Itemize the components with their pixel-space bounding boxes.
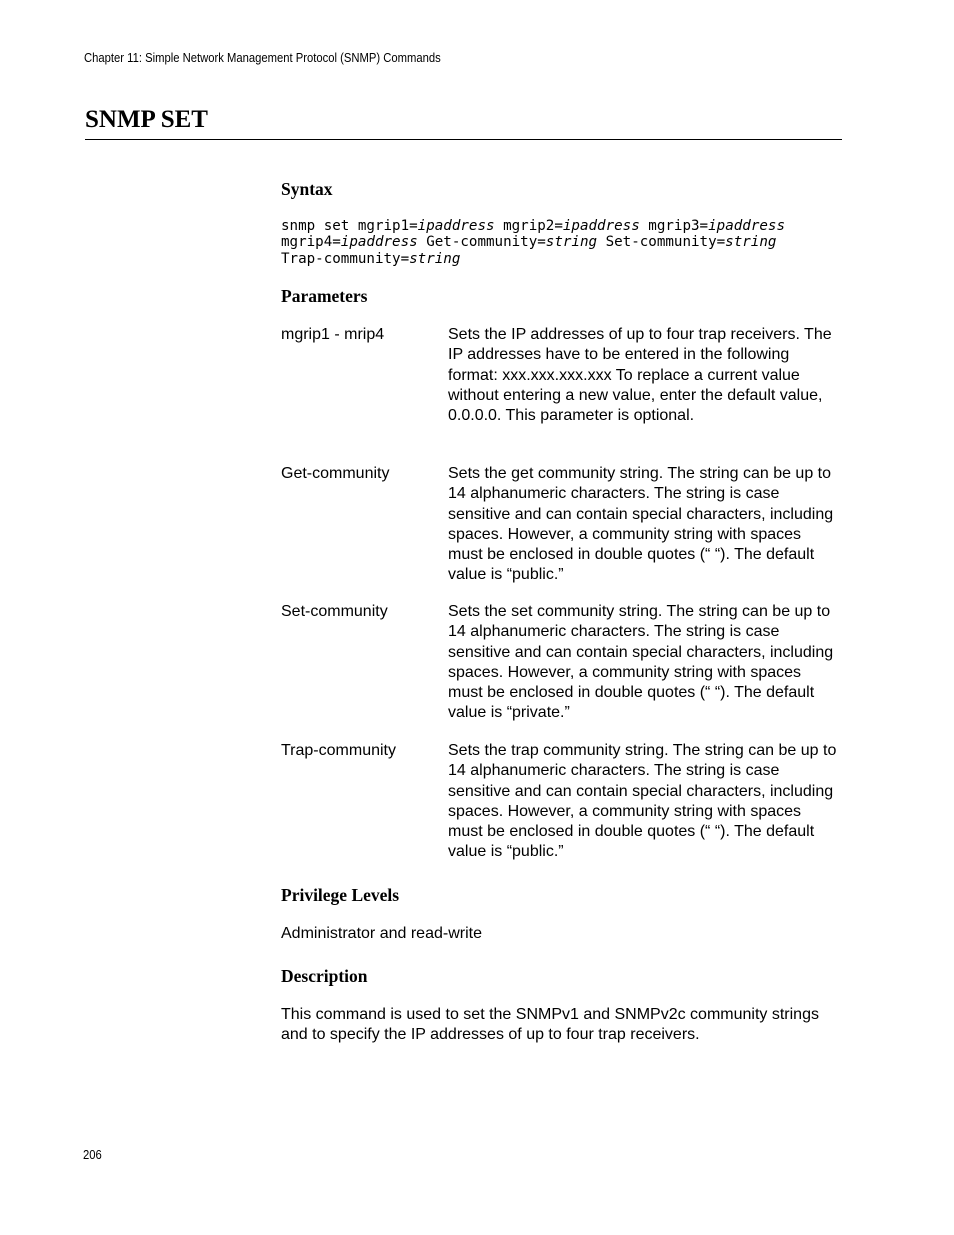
syntax-literal: Trap-community= bbox=[281, 250, 410, 267]
syntax-placeholder: ipaddress bbox=[562, 218, 640, 234]
syntax-placeholder: string bbox=[409, 250, 461, 267]
description-heading: Description bbox=[281, 966, 368, 986]
running-header: Chapter 11: Simple Network Management Protocol (SNMP) Commands bbox=[84, 51, 441, 65]
param-name: mgrip1 - mrip4 bbox=[281, 326, 385, 343]
syntax-placeholder: ipaddress bbox=[708, 218, 785, 234]
privilege-levels-heading: Privilege Levels bbox=[281, 885, 400, 905]
syntax-heading: Syntax bbox=[281, 179, 333, 199]
param-name: Set-community bbox=[281, 603, 388, 620]
description-text: This command is used to set the SNMPv1 and SNMPv2c community strings and to specify the IP addresses of up to four trap receivers. bbox=[281, 1006, 819, 1044]
syntax-line bbox=[281, 234, 785, 250]
page-title: SNMP SET bbox=[85, 106, 208, 133]
title-rule bbox=[85, 139, 842, 140]
syntax-line bbox=[281, 251, 785, 267]
syntax-placeholder: ipaddress bbox=[417, 218, 495, 234]
syntax-placeholder: string bbox=[545, 234, 598, 251]
syntax-line bbox=[281, 218, 785, 234]
syntax-literal: Get-community= bbox=[417, 234, 546, 251]
param-description: Sets the set community string. The string can be up to 14 alphanumeric characters. The string is case sensitive and can contain special characters, including spaces. However, a community string with spaces must be enclosed in double quotes (“ “). The default value is “private.” bbox=[448, 603, 834, 722]
syntax-literal: Set-community= bbox=[597, 234, 726, 251]
privilege-levels-text: Administrator and read-write bbox=[281, 925, 482, 942]
syntax-literal: snmp set mgrip1= bbox=[281, 218, 418, 234]
syntax-placeholder: string bbox=[725, 234, 777, 251]
param-description: Sets the get community string. The string can be up to 14 alphanumeric characters. The string is case sensitive and can contain special characters, including spaces. However, a community string with spaces must be enclosed in double quotes (“ “). The default value is “public.” bbox=[448, 465, 834, 584]
param-description: Sets the IP addresses of up to four trap receivers. The IP addresses have to be entered in the following format: xxx.xxx.xxx.xxx To replace a current value without entering a new value, enter the default value, 0.0.0.0. This parameter is optional. bbox=[448, 326, 832, 425]
param-name: Get-community bbox=[281, 465, 390, 482]
page-number: 206 bbox=[83, 1148, 102, 1162]
param-name: Trap-community bbox=[281, 742, 396, 759]
syntax-code-block bbox=[281, 218, 785, 267]
parameters-heading: Parameters bbox=[281, 286, 368, 306]
syntax-literal: mgrip3= bbox=[639, 218, 709, 234]
syntax-placeholder: ipaddress bbox=[340, 234, 418, 251]
syntax-literal: mgrip4= bbox=[281, 234, 341, 251]
param-description: Sets the trap community string. The string can be up to 14 alphanumeric characters. The string is case sensitive and can contain special characters, including spaces. However, a community string with spaces must be enclosed in double quotes (“ “). The default value is “public.” bbox=[448, 742, 837, 861]
syntax-literal: mgrip2= bbox=[494, 218, 563, 234]
